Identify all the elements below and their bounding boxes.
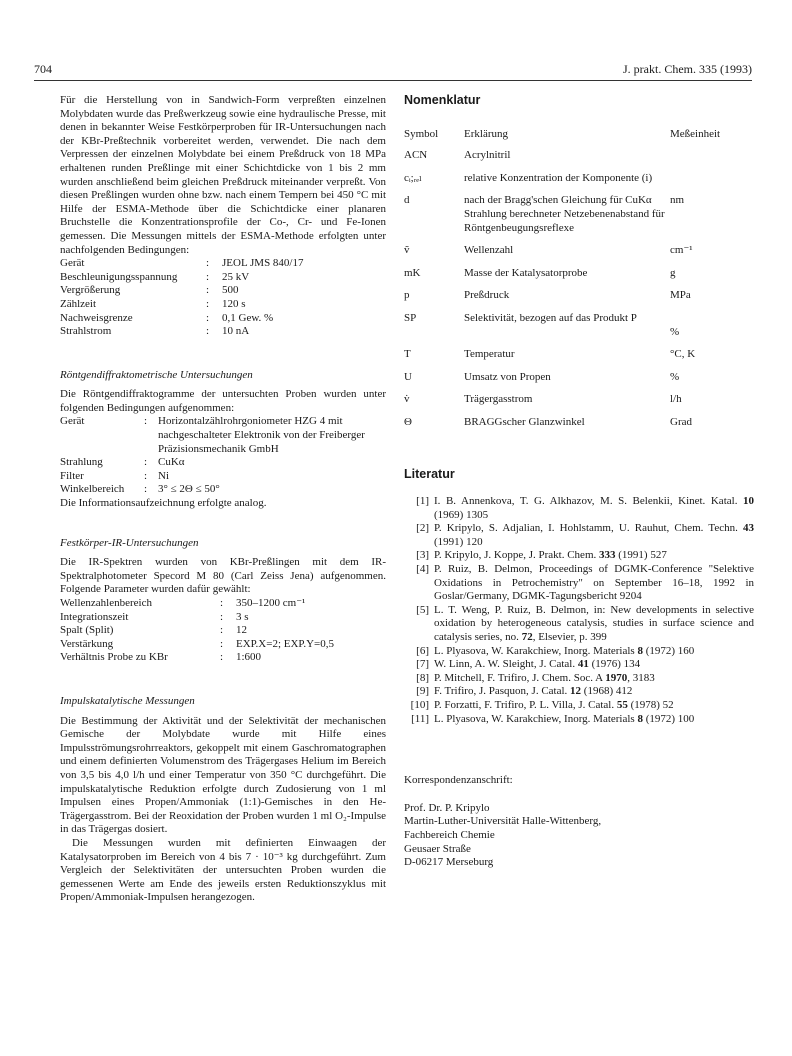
condition-row: Vergrößerung : 500 [60, 284, 239, 297]
nomenklatur-row: d nach der Bragg'schen Gleichung für CuKα Strahlung berechneter Netzebenenabstand für Röntgenbeugungsreflexe nm [404, 194, 685, 234]
nomenklatur-row: T Temperatur °C, K [404, 348, 696, 361]
running-header [34, 62, 752, 78]
nomenklatur-row: v̇ Trägergasstrom l/h [404, 393, 682, 406]
address-line: Prof. Dr. P. Kripylo [404, 801, 490, 814]
xrd-angle-row: Winkelbereich : 3° ≤ 2Θ ≤ 50° [60, 483, 220, 496]
xrd-radiation-row: Strahlung : CuKα [60, 456, 185, 469]
reference-item: [8] P. Mitchell, F. Trifiro, J. Chem. Soc. A 1970, 3183 [416, 671, 655, 684]
ir-heading: Festkörper-IR-Untersuchungen [60, 536, 199, 549]
condition-row: Nachweisgrenze : 0,1 Gew. % [60, 311, 274, 324]
correspondence-address [404, 802, 754, 870]
reference-item: [3] P. Kripylo, J. Koppe, J. Prakt. Chem. 333 (1991) 527 [416, 549, 667, 562]
ir-param-row: Spalt (Split) : 12 [60, 624, 247, 637]
address-line: D-06217 Merseburg [404, 856, 494, 869]
nomenklatur-row: U Umsatz von Propen % [404, 370, 680, 383]
literatur-heading: Literatur [404, 466, 455, 481]
impuls-heading: Impulskatalytische Messungen [60, 694, 195, 707]
impuls-paragraph-1: Die Bestimmung der Aktivität und der Selektivität der mechanischen Gemische der Molybdate wurde mit Hilfe eines Impulsströmungsrohrreaktors, gekoppelt mit einem Gaschromatographen und einem definierten Volumenstrom des Trägergases Helium im Bereich von 3,5 bis 4,0 l/h und einer Temperatur von 350 °C durchgeführt. Die impulskatalytische Reduktion erfolgte durch Zudosierung von 1 ml Impulsen eines Propen/Ammoniak (1:1)-Gemisches in den He-Trägergasstrom. Bei der Reoxidation der Proben wurden 1 ml O₂-Impulse in das Trägergas dosiert. [60, 714, 386, 836]
condition-row: Beschleunigungsspannung : 25 kV [60, 270, 250, 283]
reference-item: [4] P. Ruiz, B. Delmon, Proceedings of DGMK-Conference "Selektive Oxidations in Petrochemistry" on September 16–18, 1992 in Goslar/Germany, DGMK-Tagungsbericht 9204 [416, 563, 754, 603]
right-column [404, 94, 754, 870]
reference-item: [2] P. Kripylo, S. Adjalian, I. Hohlstamm, U. Rauhut, Chem. Techn. 43 (1991) 120 [416, 522, 755, 548]
condition-row: Strahlstrom : 10 nA [60, 325, 250, 338]
nomenklatur-row: ṽ Wellenzahl cm⁻¹ [404, 244, 693, 257]
nomenklatur-row: ACN Acrylnitril [404, 149, 511, 162]
reference-list [404, 495, 754, 726]
header-rule [34, 80, 752, 81]
nomenklatur-heading: Nomenklatur [404, 93, 481, 107]
address-line: Fachbereich Chemie [404, 828, 495, 841]
reference-item: [9] F. Trifiro, J. Pasquon, J. Catal. 12 (1968) 412 [416, 685, 633, 698]
nomenklatur-table [404, 128, 754, 430]
ir-param-row: Verhältnis Probe zu KBr : 1:600 [60, 651, 262, 664]
reference-item: [6] L. Plyasova, W. Karakchiew, Inorg. Materials 8 (1972) 160 [416, 644, 695, 657]
reference-item: [10] P. Forzatti, F. Trifiro, P. L. Villa, J. Catal. 55 (1978) 52 [410, 699, 674, 711]
condition-row: Zählzeit : 120 s [60, 297, 246, 310]
reference-item: [7] W. Linn, A. W. Sleight, J. Catal. 41 (1976) 134 [416, 658, 641, 671]
page-number: 704 [34, 62, 52, 76]
ir-param-row: Wellenzahlenbereich : 350–1200 cm⁻¹ [60, 597, 306, 609]
impuls-paragraph-2: Die Messungen wurden mit definierten Einwaagen der Katalysatorproben im Bereich von 4 bis 7 · 10⁻³ kg durchgeführt. Zum Vergleich der Selektivitäten der untersuchten Proben wurden die gemessenen Werte am Ende des jeweils ersten Reduktionszyklus mit Propen/Ammoniak-Impulsen herangezogen. [60, 836, 386, 904]
left-column [60, 94, 386, 905]
xrd-filter-row: Filter : Ni [60, 469, 169, 482]
address-line: Martin-Luther-Universität Halle-Wittenberg, [404, 815, 602, 828]
nomenklatur-row: cᵢ;ᵣₑₗ relative Konzentration der Komponente (i) [404, 171, 653, 184]
nomenklatur-header-row: Symbol Erklärung Meßeinheit [404, 127, 721, 140]
intro-paragraph: Für die Herstellung von in Sandwich-Form verpreßten einzelnen Molybdaten wurde das Preßwerkzeug sowie eine hydraulische Presse, mit denen in bekannter Weise Festkörperproben für IR-Untersuchungen nach der KBr-Preßtechnik vorbereitet werden, verwendet. Die nach dem Verpressen der einzelnen Molybdate bei einem Preßdruck von 18 MPa erhaltenen runden Preßlinge mit einer Schichtdicke von 1 bis 2 mm wurden anschließend beim gleichen Preßdruck miteinander verpreßt. Von diesen Preßlingen wurden ohne bzw. nach einem Tempern bei 450 °C mit Hilfe der ESMA-Methode über die Schichtdicke einer planaren Bruchstelle die Konzentrationsprofile der Co-, Cr- und Fe-Ionen gemessen. Die Messungen mittels der ESMA-Methode erfolgten unter nachfolgenden Bedingungen: [60, 94, 386, 256]
address-line: Geusaer Straße [404, 842, 471, 855]
xrd-outro: Die Informationsaufzeichnung erfolgte analog. [60, 497, 267, 510]
reference-item: [5] L. T. Weng, P. Ruiz, B. Delmon, in: New developments in selective oxidation by heterogeneous catalysis, studies in surface science and catalysis series, no. 72, Elsevier, p. 399 [416, 603, 754, 644]
nomenklatur-row: p Preßdruck MPa [404, 289, 691, 302]
reference-item: [1] I. B. Annenkova, T. G. Alkhazov, M. S. Belenkii, Kinet. Katal. 10 (1969) 1305 [416, 495, 755, 521]
xrd-intro: Die Röntgendiffraktogramme der untersuchten Proben wurden unter folgenden Bedingungen aufgenommen: [60, 388, 386, 414]
reference-item: [11] L. Plyasova, W. Karakchiew, Inorg. Materials 8 (1972) 100 [411, 712, 695, 725]
nomenklatur-row: Θ BRAGGscher Glanzwinkel Grad [404, 415, 692, 428]
correspondence-label: Korrespondenzanschrift: [404, 774, 513, 787]
ir-param-row: Verstärkung : EXP.X=2; EXP.Y=0,5 [60, 637, 334, 650]
nomenklatur-row: mK Masse der Katalysatorprobe g [404, 266, 676, 279]
ir-param-row: Integrationszeit : 3 s [60, 610, 249, 623]
xrd-device-row: Gerät : Horizontalzählrohrgoniometer HZG 4 mit nachgeschalteter Elektronik von der Freiberger Präzisionsmechanik GmbH [60, 415, 365, 455]
journal-reference: J. prakt. Chem. 335 (1993) [623, 62, 752, 76]
ir-intro: Die IR-Spektren wurden von KBr-Preßlingen mit dem IR-Spektralphotometer Specord M 80 (Carl Zeiss Jena) aufgenommen. Folgende Parameter wurden dafür gewählt: [60, 556, 386, 596]
condition-row: Gerät : JEOL JMS 840/17 [60, 257, 304, 270]
esma-conditions [60, 257, 386, 339]
xrd-heading: Röntgendiffraktometrische Untersuchungen [60, 368, 253, 381]
nomenklatur-row: SP Selektivität, bezogen auf das Produkt P % [404, 311, 680, 338]
